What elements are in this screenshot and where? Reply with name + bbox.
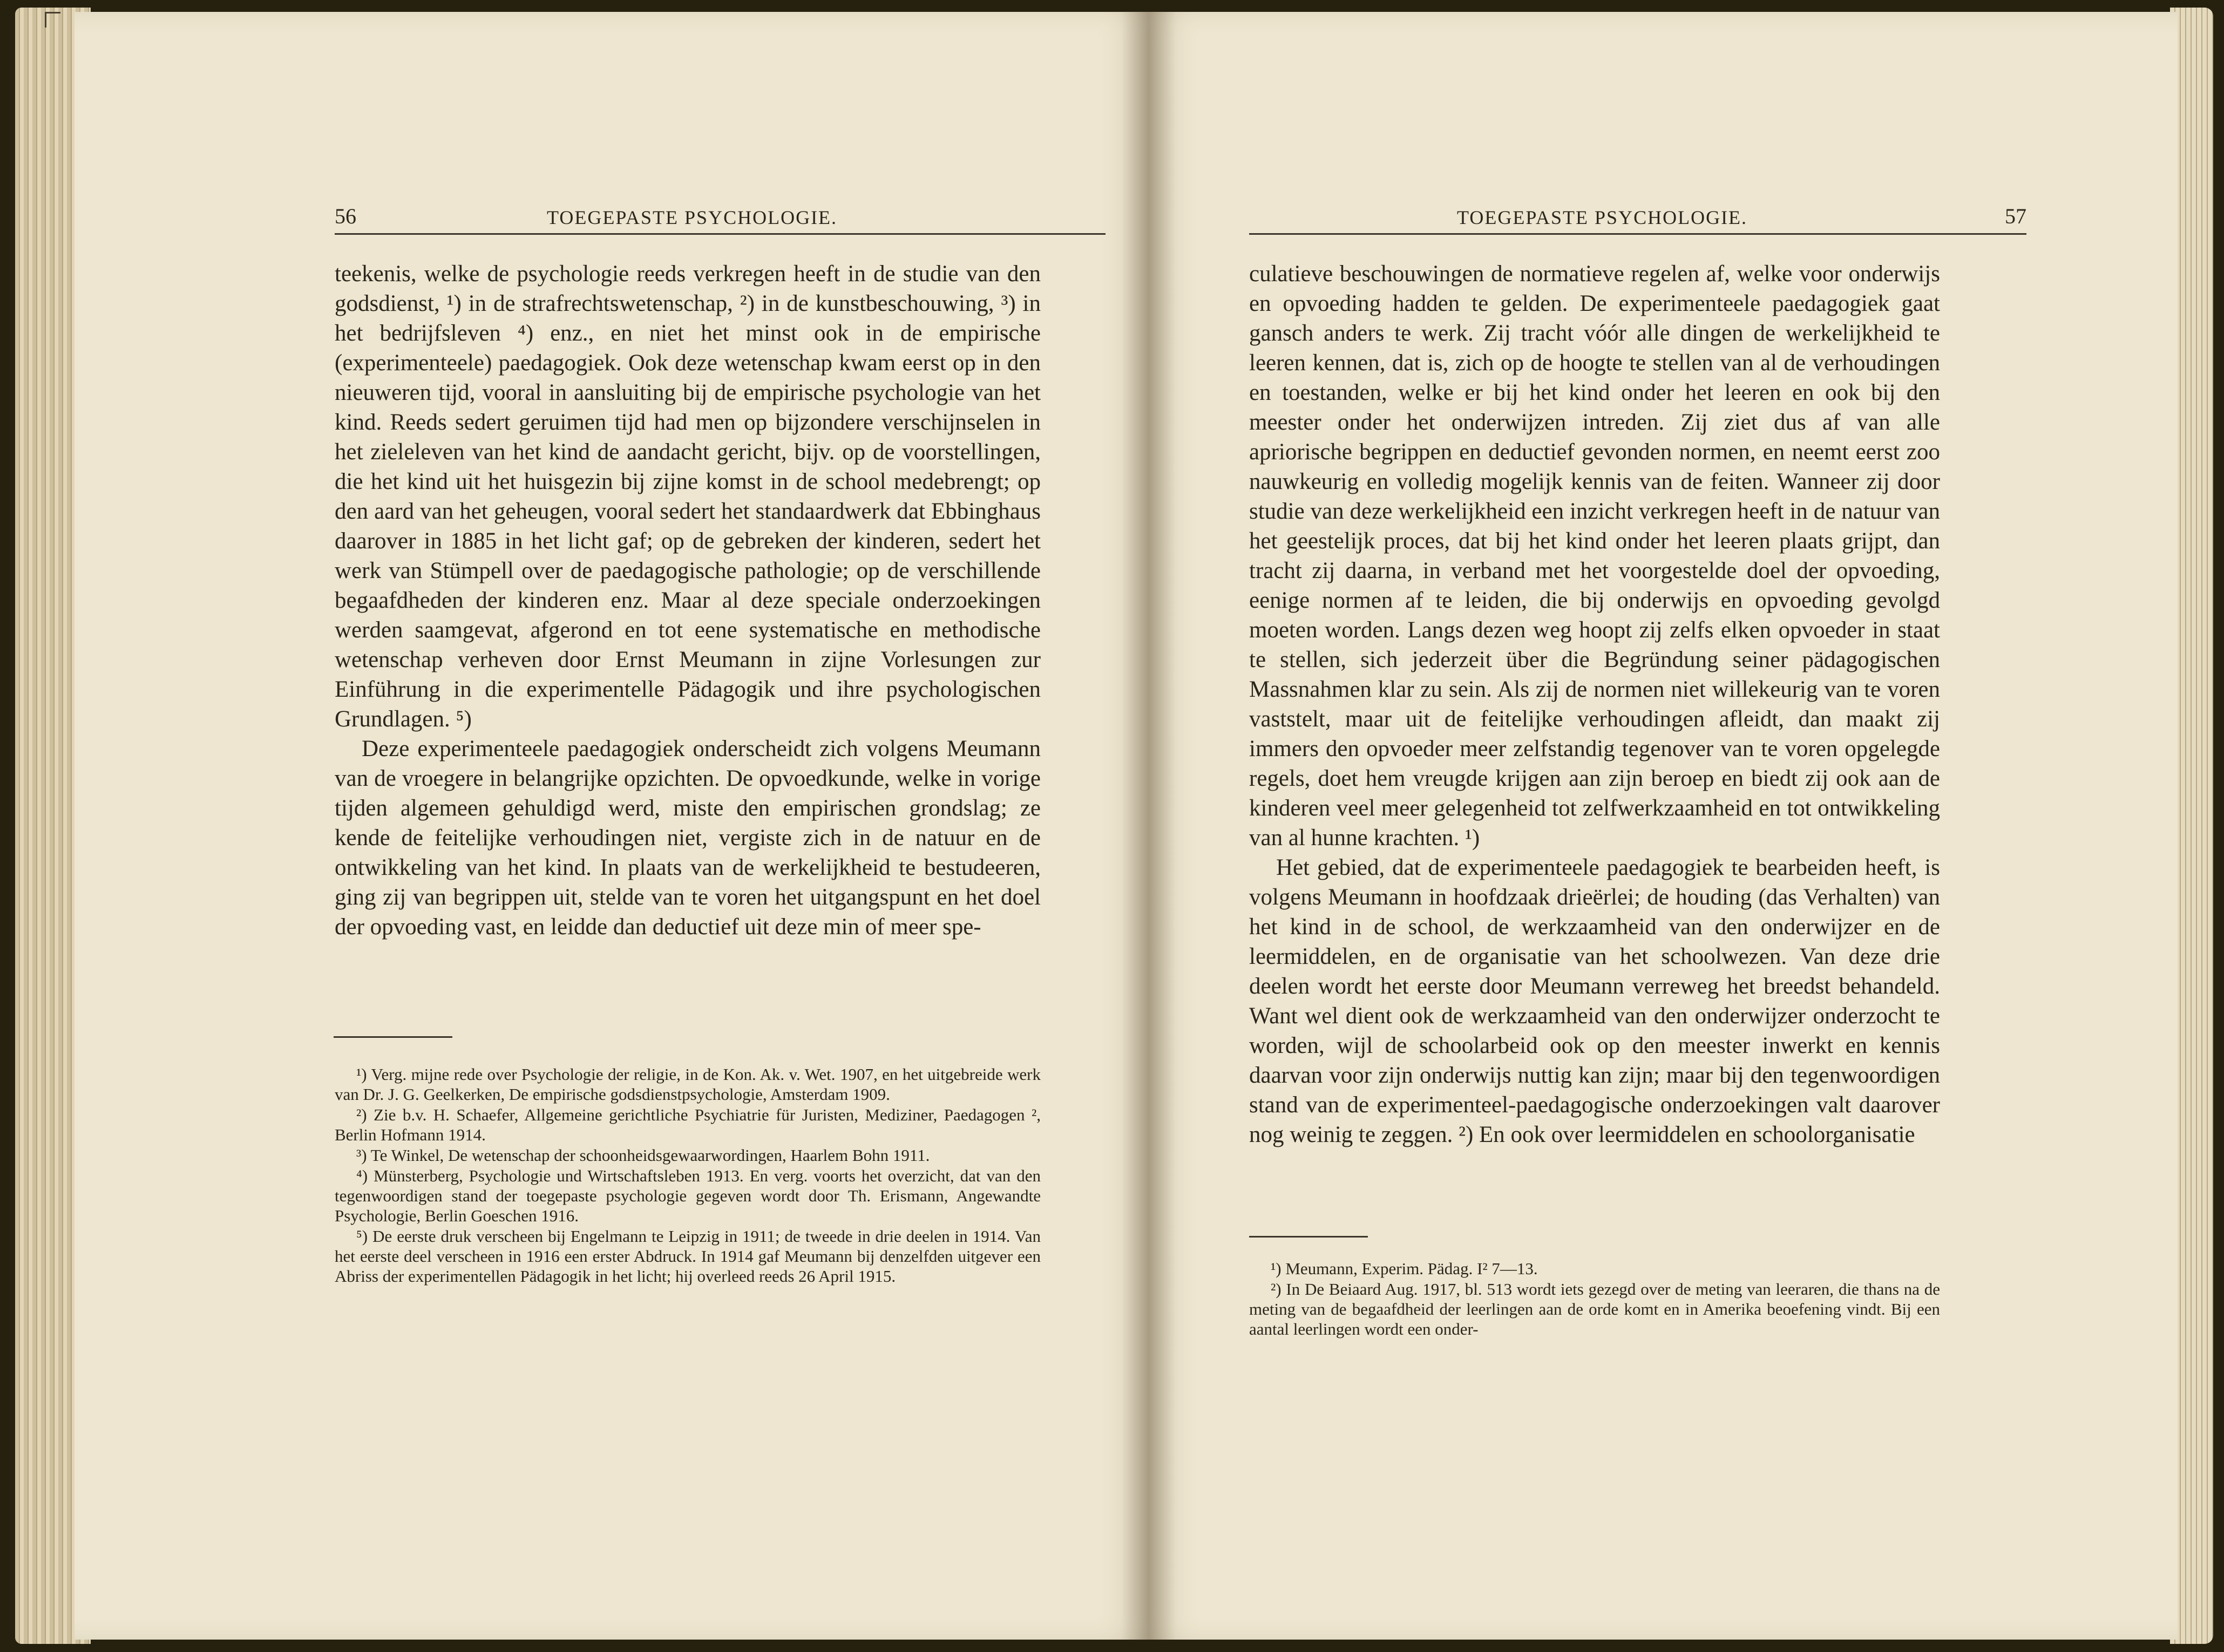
footnote: ²) Zie b.v. H. Schaefer, Allgemeine gerichtliche Psychiatrie für Juristen, Mediziner, Paedagogen ², Berlin Hofmann 1914. bbox=[335, 1105, 1041, 1144]
paragraph: Het gebied, dat de experimenteele paedagogiek te bearbeiden heeft, is volgens Meumann in hoofdzaak drieërlei; de houding (das Verhalten) van het kind in de school, de werkzaamheid van den onderwijzer en de leermiddelen, en de organisatie van het schoolwezen. Van deze drie deelen wordt het eerste door Meumann verreweg het breedst behandeld. Want wel dient ook de werkzaamheid van den onderwijzer onderzocht te worden, wijl de schoolarbeid ook op den meester inwerkt en kennis daarvan voor zijn onderwijs nuttig kan zijn; maar bij den tegenwoordigen stand van de experimenteel-paedagogische onderzoekingen valt daarover nog weinig te zeggen. ²) En ook over leermiddelen en schoolorganisatie bbox=[1249, 855, 1940, 1147]
footnote: ¹) Meumann, Experim. Pädag. I² 7—13. bbox=[1271, 1259, 1538, 1278]
paragraph: culatieve beschouwingen de normatieve regelen af, welke voor onderwijs en opvoeding hadden te gelden. De experimenteele paedagogiek gaat gansch anders te werk. Zij tracht vóór alle dingen de werkelijkheid te leeren kennen, dat is, zich op de hoogte te stellen van al de verhoudingen en toestanden, welke er bij het kind onder het leeren en ook bij den meester onder het onderwijzen intreden. Zij ziet dus af van alle apriorische begrippen en deductief gevonden normen, en neemt eerst zoo nauwkeurig en volledig mogelijk kennis van de feiten. Wanneer zij door studie van deze werkelijkheid een inzicht verkregen heeft in de natuur van het geestelijk proces, dat bij het kind onder het leeren plaats grijpt, dan tracht zij daarna, in verband met het voorgestelde doel der opvoeding, eenige normen af te leiden, die bij onderwijs en opvoeding gevolgd moeten worden. Langs dezen weg hoopt zij zelfs elken opvoeder in staat te stellen, sich jederzeit über die Begründung seiner pädagogischen Massnahmen klar zu sein. Als zij de normen niet willekeurig van te voren vaststelt, maar uit de feitelijke verhoudingen afleidt, dan maakt zij immers den opvoeder meer zelfstandig tegenover van te voren opgelegde regels, doet hem vreugde krijgen aan zijn beroep en biedt zij ook aan de kinderen veel meer gelegenheid tot zelfwerkzaamheid en tot ontwikkeling van al hunne krachten. ¹) bbox=[1249, 261, 1940, 851]
page-number: 56 bbox=[335, 204, 356, 228]
footnote: ³) Te Winkel, De wetenschap der schoonheidsgewaarwordingen, Haarlem Bohn 1911. bbox=[356, 1146, 930, 1165]
footnote-rule bbox=[334, 1036, 452, 1038]
book-spine-gutter bbox=[1122, 12, 1176, 1640]
right-page-header bbox=[1249, 195, 2026, 235]
right-page-body bbox=[1249, 259, 1940, 1150]
corner-mark bbox=[45, 12, 60, 28]
running-title: TOEGEPASTE PSYCHOLOGIE. bbox=[547, 207, 838, 228]
left-page-footnotes bbox=[335, 1064, 1041, 1287]
right-page bbox=[1149, 12, 2178, 1640]
footnote: ²) In De Beiaard Aug. 1917, bl. 513 wordt iets gezegd over de meting van leeraren, die thans na de meting van de begaafdheid der leerlingen aan de orde komt en in Amerika beoefening vindt. Bij een aantal leerlingen wordt een onder- bbox=[1249, 1280, 1940, 1338]
left-page-body bbox=[335, 259, 1041, 942]
footnote-rule bbox=[1249, 1236, 1368, 1238]
footnote: ⁵) De eerste druk verscheen bij Engelmann te Leipzig in 1911; de tweede in drie deelen in 1914. Van het eerste deel verscheen in 1916 een erster Abdruck. In 1914 gaf Meumann bij denzelfden uitgever een Abriss der experimentellen Pädagogik in het licht; hij overleed reeds 26 April 1915. bbox=[335, 1227, 1041, 1286]
right-page-footnotes bbox=[1249, 1259, 1940, 1340]
running-title: TOEGEPASTE PSYCHOLOGIE. bbox=[1457, 207, 1748, 228]
page-number: 57 bbox=[2005, 204, 2026, 228]
left-page bbox=[74, 12, 1149, 1640]
paragraph: teekenis, welke de psychologie reeds verkregen heeft in de studie van den godsdienst, ¹) in de strafrechtswetenschap, ²) in de kunstbeschouwing, ³) in het bedrijfsleven ⁴) enz., en niet het minst ook in de empirische (experimenteele) paedagogiek. Ook deze wetenschap kwam eerst op in den nieuweren tijd, vooral in aansluiting bij de empirische psychologie van het kind. Reeds sedert geruimen tijd had men op bijzondere verschijnselen in het zieleleven van het kind de aandacht gericht, bijv. op de voorstellingen, die het kind uit het huisgezin bij zijne komst in de school medebrengt; op den aard van het geheugen, vooral sedert het standaardwerk dat Ebbinghaus daarover in 1885 in het licht gaf; op de gebreken der kinderen, sedert het werk van Stümpell over de paedagogische pathologie; op de verschillende begaafdheden der kinderen enz. Maar al deze speciale onderzoekingen werden saamgevat, afgerond en tot eene systematische en methodische wetenschap verheven door Ernst Meumann in zijne Vorlesungen zur Einführung in die experimentelle Pädagogik und ihre psychologischen Grundlagen. ⁵) bbox=[335, 261, 1041, 732]
open-book bbox=[15, 8, 2213, 1644]
footnote: ⁴) Münsterberg, Psychologie und Wirtschaftsleben 1913. En verg. voorts het overzicht, dat van den tegenwoordigen stand der toegepaste psychologie gegeven wordt door Th. Erismann, Angewandte Psychologie, Berlin Goeschen 1916. bbox=[335, 1166, 1041, 1225]
footnote: ¹) Verg. mijne rede over Psychologie der religie, in de Kon. Ak. v. Wet. 1907, en het uitgebreide werk van Dr. J. G. Geelkerken, De empirische godsdienstpsychologie, Amsterdam 1909. bbox=[335, 1065, 1041, 1104]
paragraph: Deze experimenteele paedagogiek onderscheidt zich volgens Meumann van de vroegere in belangrijke opzichten. De opvoedkunde, welke in vorige tijden algemeen gehuldigd werd, miste den empirischen grondslag; ze kende de feitelijke verhoudingen niet, vergiste zich in de natuur en de ontwikkeling van het kind. In plaats van de werkelijkheid te bestudeeren, ging zij van begrippen uit, stelde van te voren het uitgangspunt en het doel der opvoeding vast, en leidde dan deductief uit deze min of meer spe- bbox=[335, 736, 1041, 940]
left-page-header bbox=[335, 195, 1106, 235]
